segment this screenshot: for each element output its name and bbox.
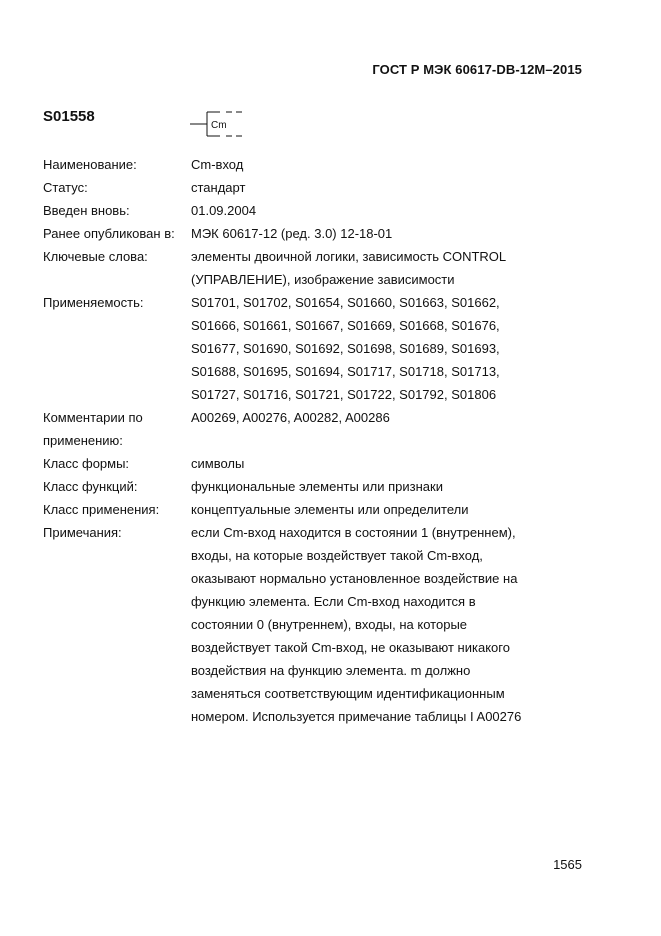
field-value-line: 01.09.2004: [191, 203, 257, 218]
field-label: [43, 475, 191, 498]
field-value-line: S01677, S01690, S01692, S01698, S01689, S01693,: [191, 341, 500, 356]
page-number: 1565: [553, 857, 582, 872]
field-value-line: S01688, S01695, S01694, S01717, S01718, S01713,: [191, 364, 500, 379]
field-label-line: Класс формы:: [43, 456, 130, 471]
field-label-line: Класс функций:: [43, 479, 138, 494]
field-label-line: Ранее опубликован в:: [43, 226, 175, 241]
cm-input-symbol: [190, 107, 250, 141]
field-label: [43, 452, 191, 475]
field-value: [191, 176, 591, 199]
field-value-line: S01701, S01702, S01654, S01660, S01663, S01662,: [191, 295, 500, 310]
field-value-line: A00269, A00276, A00282, A00286: [191, 410, 390, 425]
field-value: [191, 153, 591, 176]
field-value-line: Cm-вход: [191, 157, 244, 172]
field-value: [191, 222, 591, 245]
field-label: [43, 521, 191, 544]
field-value-line: концептуальные элементы или определители: [191, 502, 469, 517]
field-value: [191, 199, 591, 222]
field-label: [43, 176, 191, 199]
field-label-line: Наименование:: [43, 157, 137, 172]
field-value: [191, 521, 591, 728]
field-value-line: МЭК 60617-12 (ред. 3.0) 12-18-01: [191, 226, 393, 241]
field-label: [43, 291, 191, 314]
field-value-line: функцию элемента. Если Cm-вход находится в: [191, 594, 476, 609]
field-value-line: воздействует такой Cm-вход, не оказывают никакого: [191, 640, 510, 655]
field-value: [191, 452, 591, 475]
field-value-line: состоянии 0 (внутреннем), входы, на которые: [191, 617, 468, 632]
field-label-line: Ключевые слова:: [43, 249, 148, 264]
symbol-code: S01558: [43, 108, 95, 125]
field-value-line: S01727, S01716, S01721, S01722, S01792, S01806: [191, 387, 497, 402]
field-value-line: заменяться соответствующим идентификационным: [191, 686, 505, 701]
field-label-line: Статус:: [43, 180, 88, 195]
field-label: [43, 406, 191, 452]
field-value: [191, 406, 591, 429]
field-value-line: (УПРАВЛЕНИЕ), изображение зависимости: [191, 272, 455, 287]
field-label: [43, 498, 191, 521]
symbol-label: Cm: [211, 120, 227, 131]
field-label: [43, 153, 191, 176]
field-value-line: оказывают нормально установленное воздействие на: [191, 571, 518, 586]
field-label-line: Примечания:: [43, 525, 122, 540]
field-label-line: Применяемость:: [43, 295, 144, 310]
field-value: [191, 245, 591, 291]
field-value-line: символы: [191, 456, 245, 471]
field-label: [43, 199, 191, 222]
field-value-line: воздействия на функцию элемента. m должно: [191, 663, 471, 678]
field-value-line: стандарт: [191, 180, 246, 195]
field-value: [191, 475, 591, 498]
field-value: [191, 291, 591, 406]
field-value: [191, 498, 591, 521]
field-value-line: входы, на которые воздействует такой Cm-вход,: [191, 548, 483, 563]
field-value-line: номером. Используется примечание таблицы I A00276: [191, 709, 522, 724]
field-label-line: Введен вновь:: [43, 203, 130, 218]
field-label: [43, 222, 191, 245]
field-value-line: функциональные элементы или признаки: [191, 479, 443, 494]
field-value-line: S01666, S01661, S01667, S01669, S01668, S01676,: [191, 318, 500, 333]
field-value-line: если Cm-вход находится в состоянии 1 (внутреннем),: [191, 525, 516, 540]
field-value-line: элементы двоичной логики, зависимость CONTROL: [191, 249, 507, 264]
field-label-line: Комментарии по: [43, 410, 143, 425]
field-label: [43, 245, 191, 268]
field-label-line: Класс применения:: [43, 502, 160, 517]
document-header: ГОСТ Р МЭК 60617-DB-12M–2015: [372, 62, 582, 77]
field-label-line: применению:: [43, 433, 123, 448]
